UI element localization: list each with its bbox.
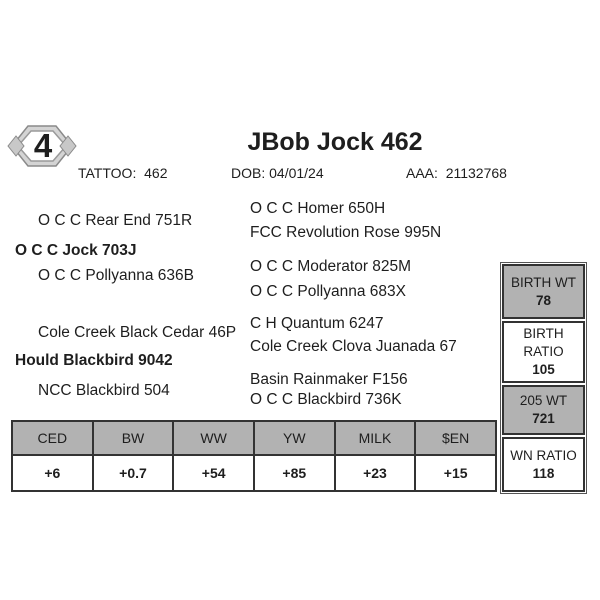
tattoo-info <box>78 163 167 183</box>
epd-value-milk: +23 <box>335 455 416 491</box>
tattoo-value: 462 <box>144 165 168 181</box>
tattoo-label: TATTOO: <box>78 165 137 181</box>
weaning-weight-value: 721 <box>532 411 555 426</box>
animal-name: JBob Jock 462 <box>247 128 423 156</box>
epd-header-ced: CED <box>12 421 93 455</box>
birth-weight-value: 78 <box>535 292 552 308</box>
pedigree-sire-sire-sire: O C C Homer 650H <box>250 200 386 217</box>
lot-number: 4 <box>33 127 53 164</box>
dob-info <box>231 163 324 183</box>
pedigree-dam: Hould Blackbird 9042 <box>15 352 173 369</box>
pedigree-sire-sire: O C C Rear End 751R <box>38 212 193 229</box>
epd-table <box>11 420 497 492</box>
epd-value-ced: +6 <box>12 455 93 491</box>
aaa-label: AAA: <box>406 165 438 181</box>
pedigree-dam-dam-dam: O C C Blackbird 736K <box>250 391 402 408</box>
birth-weight-label: BIRTH WT <box>511 274 576 290</box>
epd-value-ww: +54 <box>173 455 254 491</box>
epd-header-en: $EN <box>415 421 496 455</box>
birth-ratio-value: 105 <box>532 362 555 377</box>
epd-header-row <box>12 421 496 455</box>
dob-label: DOB: <box>231 165 266 181</box>
weaning-ratio-box <box>502 437 585 492</box>
epd-value-en: +15 <box>415 455 496 491</box>
aaa-value: 21132768 <box>445 165 507 181</box>
weaning-ratio-value: 118 <box>532 465 555 481</box>
birth-ratio-box <box>502 321 585 383</box>
weaning-ratio-label: WN RATIO <box>510 447 577 463</box>
weaning-weight-box <box>502 385 585 435</box>
pedigree-sire: O C C Jock 703J <box>15 242 137 259</box>
epd-value-row <box>12 455 496 491</box>
epd-header-milk: MILK <box>335 421 416 455</box>
pedigree-dam-sire: Cole Creek Black Cedar 46P <box>38 324 237 341</box>
epd-value-yw: +85 <box>254 455 335 491</box>
pedigree-sire-dam-sire: O C C Moderator 825M <box>250 258 412 275</box>
pedigree-sire-dam-dam: O C C Pollyanna 683X <box>250 283 406 300</box>
pedigree-dam-dam: NCC Blackbird 504 <box>38 382 170 399</box>
pedigree-dam-sire-sire: C H Quantum 6247 <box>250 315 384 332</box>
epd-value-bw: +0.7 <box>93 455 174 491</box>
pedigree-dam-dam-sire: Basin Rainmaker F156 <box>250 371 408 388</box>
weaning-weight-label: 205 WT <box>519 393 568 408</box>
birth-weight-box <box>502 264 585 319</box>
pedigree-sire-sire-dam: FCC Revolution Rose 995N <box>250 224 442 241</box>
dob-value: 04/01/24 <box>269 165 324 181</box>
epd-header-yw: YW <box>254 421 335 455</box>
pedigree-dam-sire-dam: Cole Creek Clova Juanada 67 <box>250 338 457 355</box>
epd-header-bw: BW <box>93 421 174 455</box>
aaa-info <box>406 163 507 183</box>
birth-ratio-label: BIRTH RATIO <box>523 326 564 359</box>
pedigree-sire-dam: O C C Pollyanna 636B <box>38 267 194 284</box>
epd-header-ww: WW <box>173 421 254 455</box>
